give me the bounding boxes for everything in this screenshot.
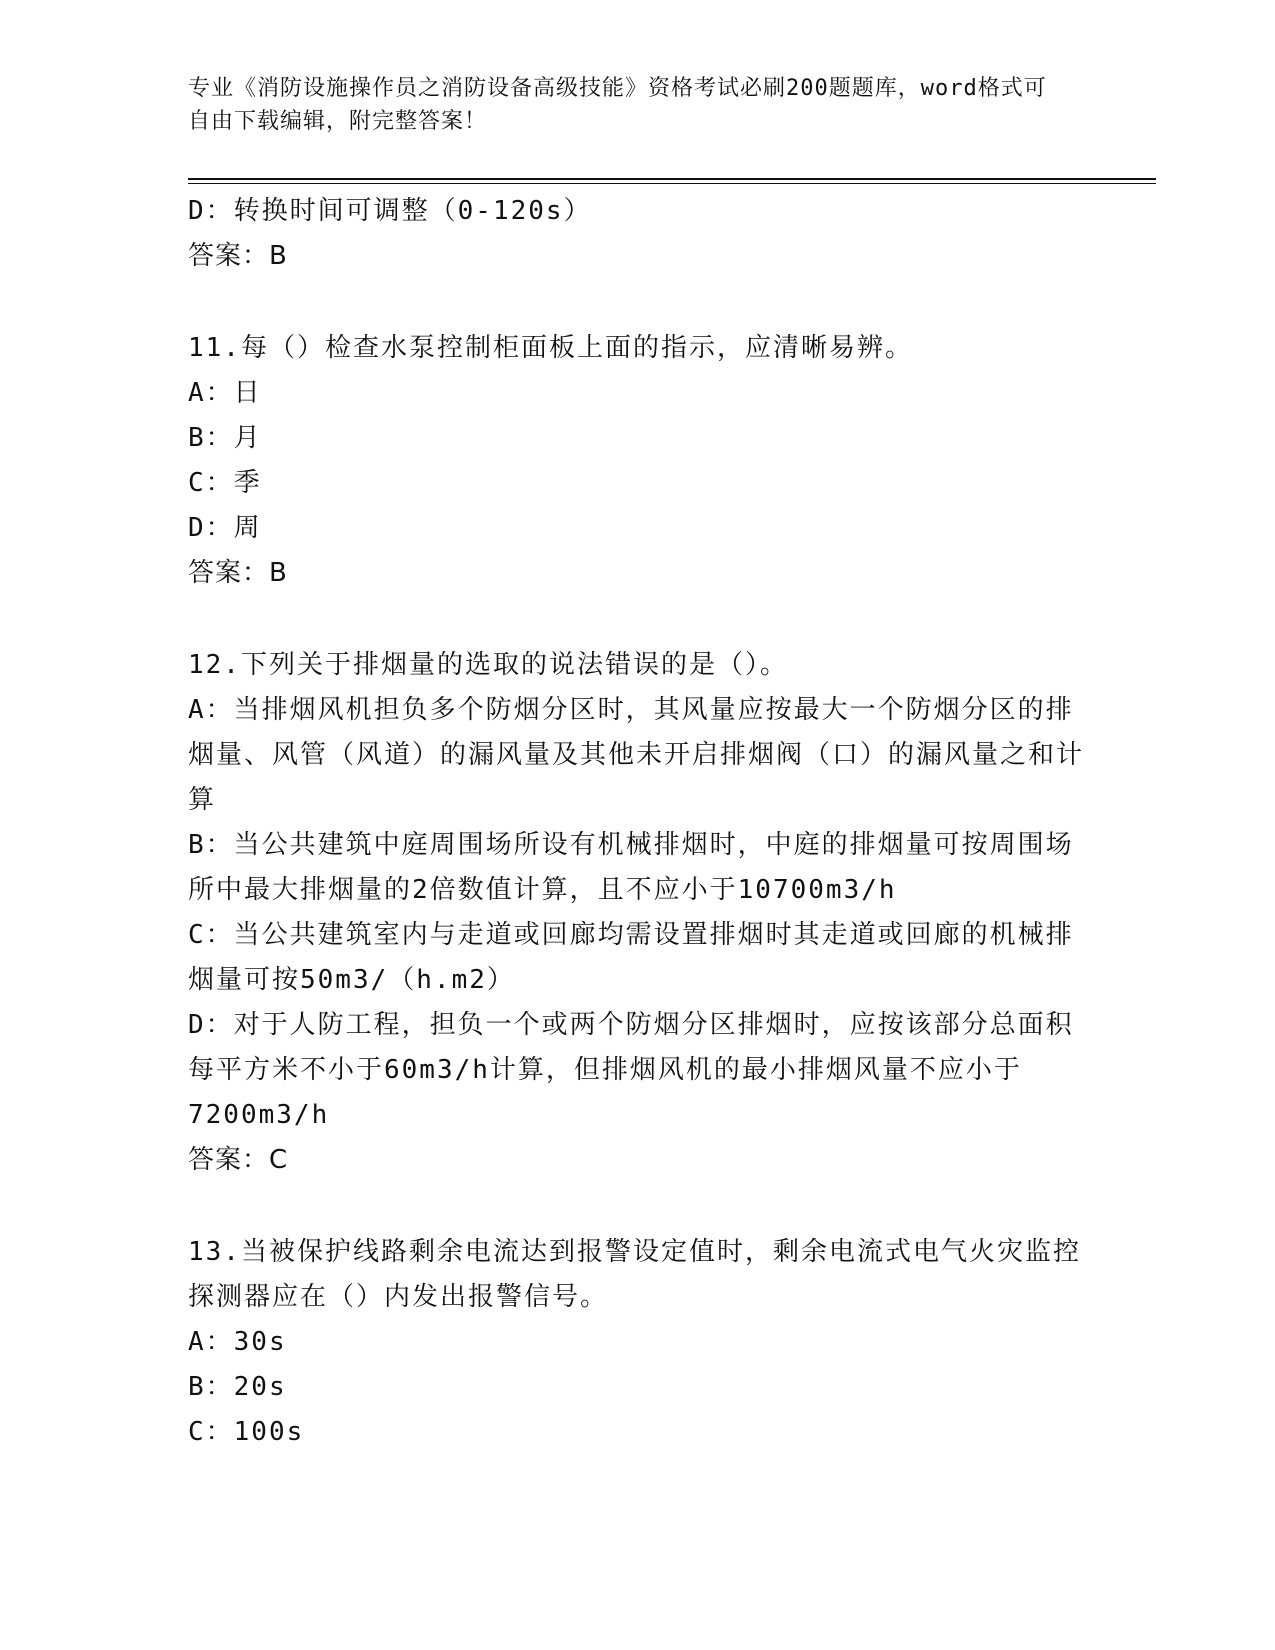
question-12 [188,643,1088,1183]
header-rule-thin [188,183,1156,184]
question-11 [188,326,1088,596]
answer-line: 答案：B [188,558,288,588]
option-b: B：20s [188,1372,287,1402]
option-b: B：当公共建筑中庭周围场所设有机械排烟时，中庭的排烟量可按周围场所中最大排烟量的2倍数值计算，且不应小于10700m3/h [188,830,1074,905]
header-rule-thick [188,178,1156,180]
question-10-tail [188,189,1088,279]
question-text: 11.每（）检查水泵控制柜面板上面的指示，应清晰易辨。 [188,333,913,363]
document-body [188,189,1088,1455]
option-a: A：日 [188,378,262,408]
question-text: 12.下列关于排烟量的选取的说法错误的是（）。 [188,650,788,680]
question-text: 13.当被保护线路剩余电流达到报警设定值时，剩余电流式电气火灾监控探测器应在（）内发出报警信号。 [188,1237,1081,1312]
option-c: C：100s [188,1417,305,1447]
answer-line: 答案：C [188,1145,289,1175]
question-13 [188,1230,1088,1455]
option-b: B：月 [188,423,262,453]
option-a: A：30s [188,1327,287,1357]
option-d: D：转换时间可调整（0-120s） [188,196,592,226]
option-c: C：当公共建筑室内与走道或回廊均需设置排烟时其走道或回廊的机械排烟量可按50m3/（h.m2） [188,920,1074,995]
answer-line: 答案：B [188,241,288,271]
option-d: D：对于人防工程，担负一个或两个防烟分区排烟时，应按该部分总面积每平方米不小于60m3/h计算，但排烟风机的最小排烟风量不应小于7200m3/h [188,1010,1074,1130]
option-a: A：当排烟风机担负多个防烟分区时，其风量应按最大一个防烟分区的排烟量、风管（风道）的漏风量及其他未开启排烟阀（口）的漏风量之和计算 [188,695,1085,815]
page-header: 专业《消防设施操作员之消防设备高级技能》资格考试必刷200题题库，word格式可自由下载编辑，附完整答案！ [188,76,1047,134]
option-d: D：周 [188,513,262,543]
option-c: C：季 [188,468,262,498]
